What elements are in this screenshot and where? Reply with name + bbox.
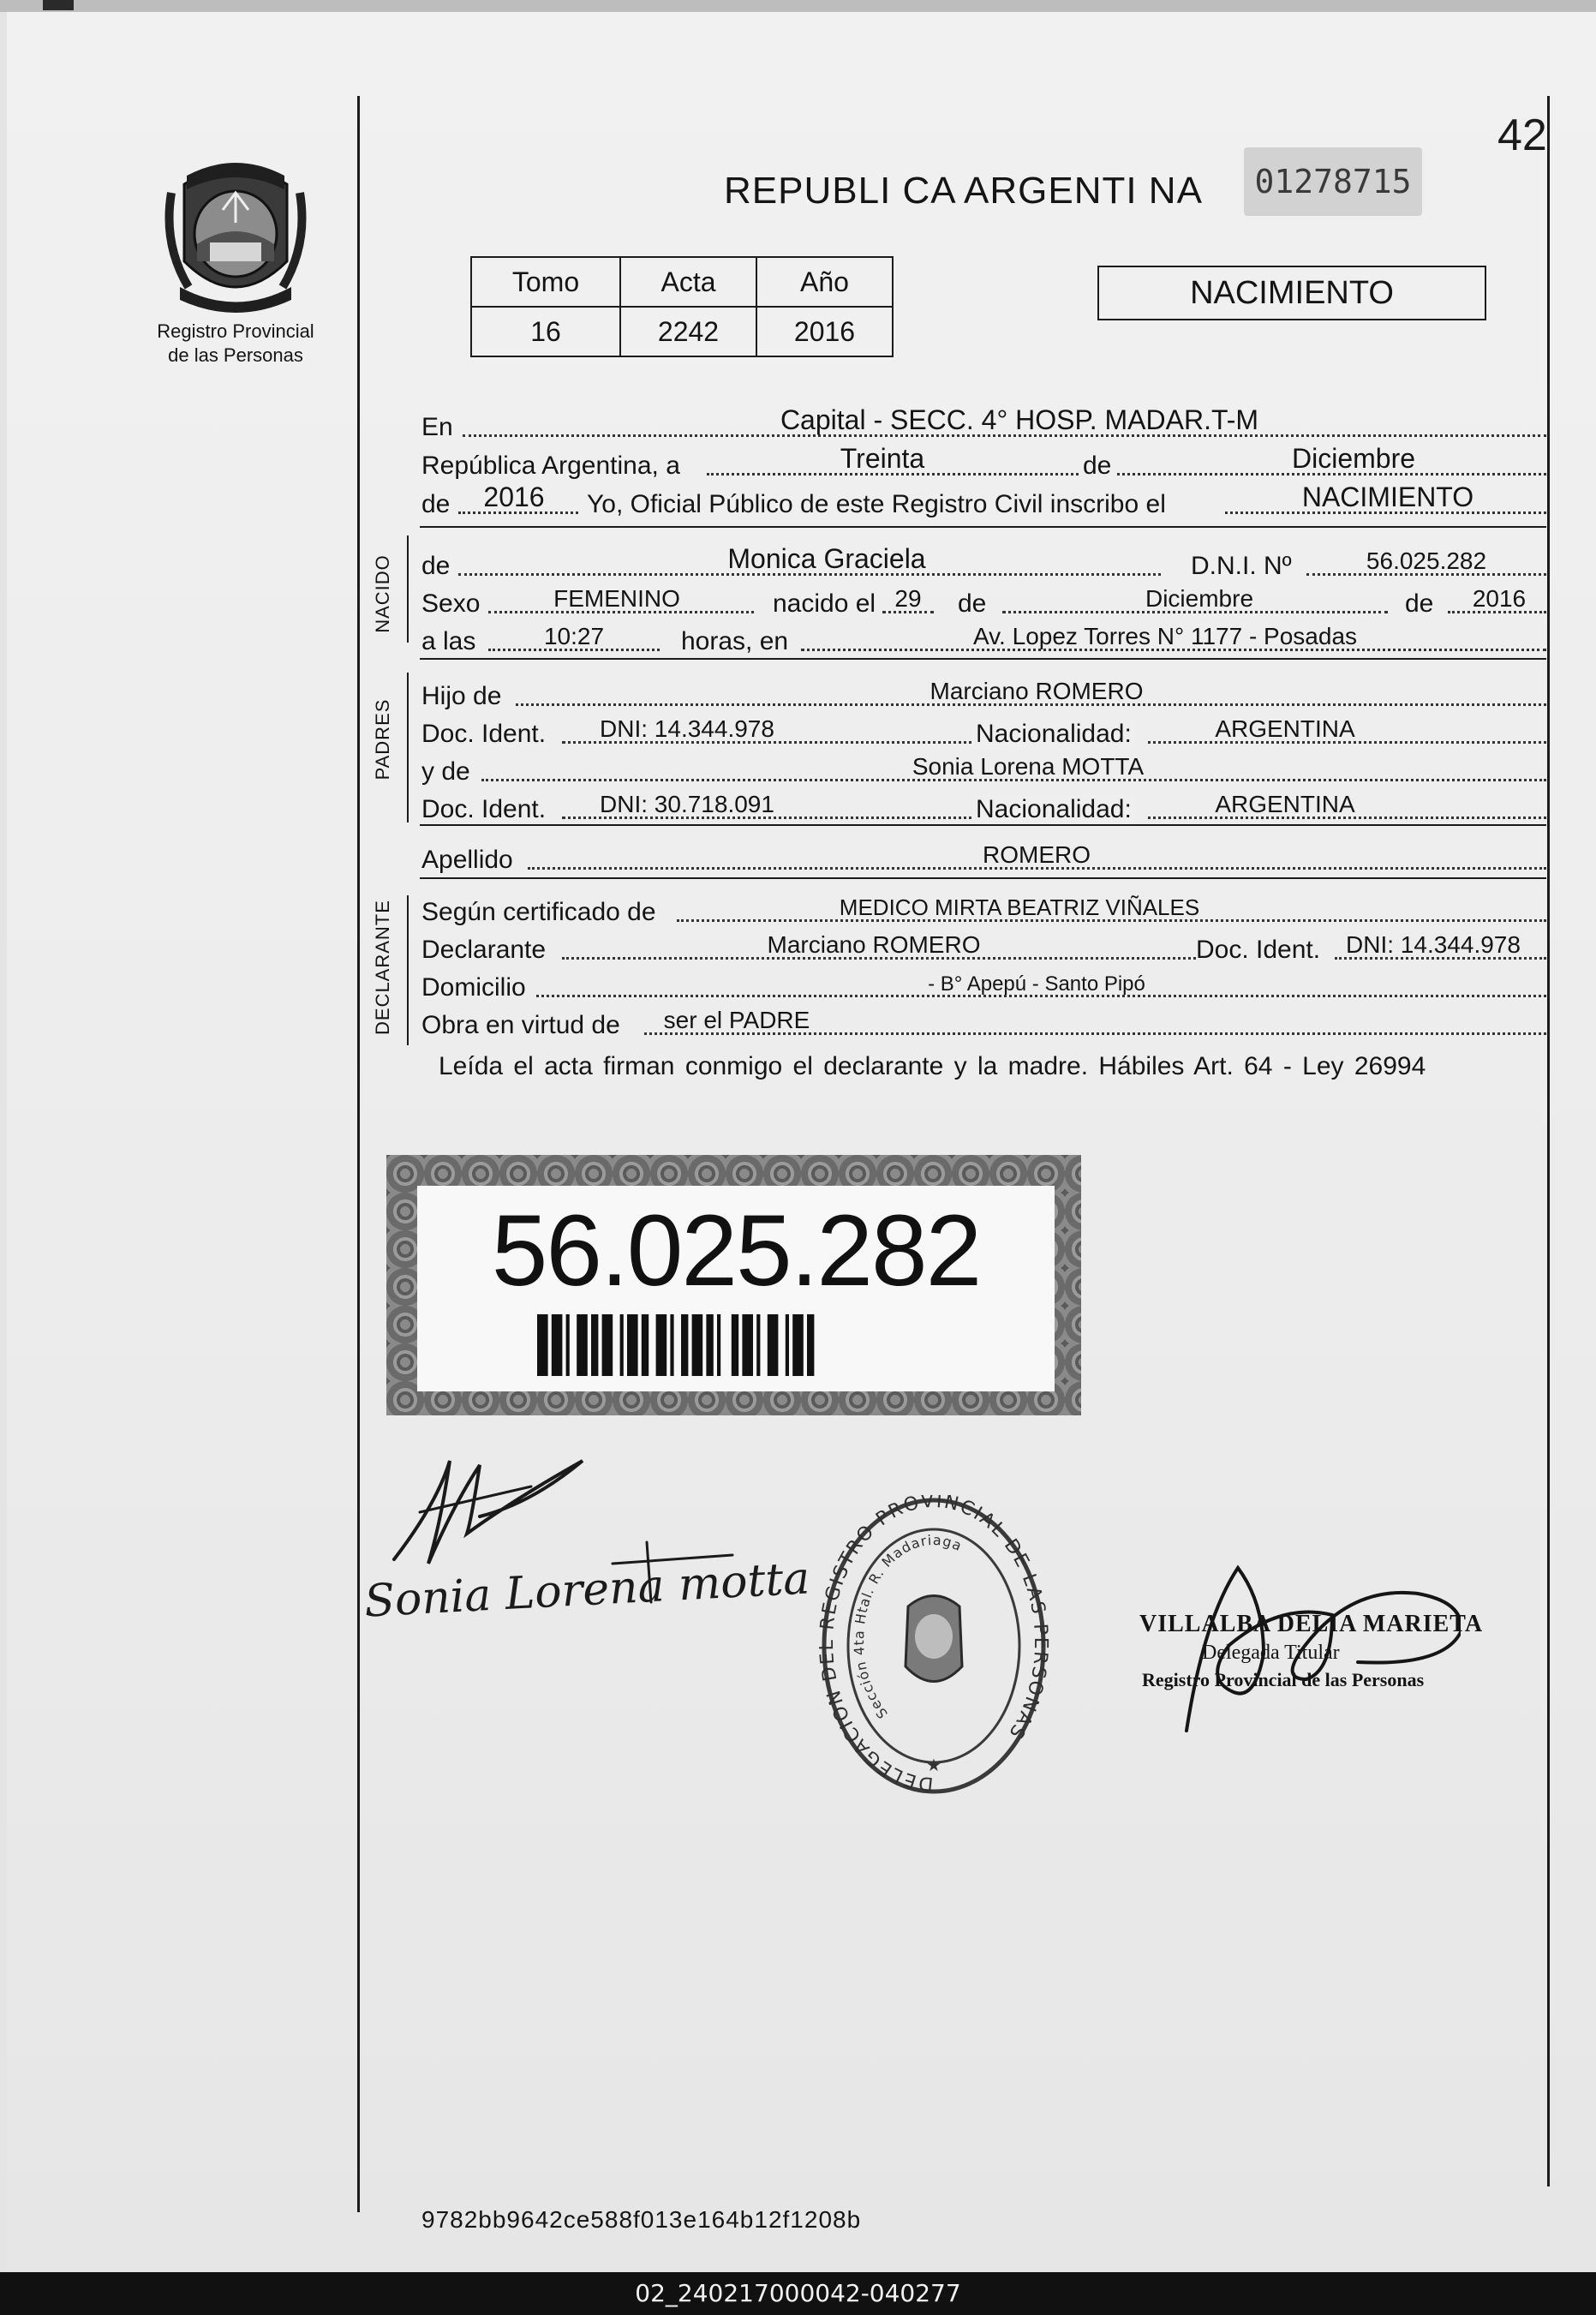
document-title: REPUBLI CA ARGENTI NA	[724, 170, 1203, 212]
scan-top-strip	[0, 0, 1596, 12]
nac-dia-value: 29	[894, 585, 922, 612]
registry-logo-caption	[129, 320, 343, 368]
field-row-sexo	[420, 579, 1546, 620]
table-value-anio: 2016	[756, 307, 893, 356]
field-row-fecha	[420, 441, 1546, 482]
certificado-label: Según certificado de	[421, 898, 656, 926]
table-header-tomo: Tomo	[471, 257, 620, 307]
field-row-declarante	[420, 925, 1546, 966]
dni-label: D.N.I. Nº	[1191, 552, 1292, 580]
en-label: En	[421, 413, 453, 441]
nacido-de-label: de	[421, 552, 451, 580]
page-number: 42	[1497, 111, 1547, 160]
madre-signature-text: Sonia Lorena motta	[362, 1552, 811, 1628]
nombre-value: Monica Graciela	[727, 543, 926, 574]
scan-mark	[43, 0, 74, 10]
official-signature	[1135, 1551, 1461, 1739]
field-row-en	[420, 403, 1546, 444]
nacido-el-label: nacido el	[773, 589, 876, 618]
field-row-obra	[420, 1001, 1546, 1042]
official-role: Delegada Titular	[1202, 1642, 1340, 1664]
registry-oval-seal	[818, 1495, 1049, 1797]
seal-outer-text: DELEGACION DEL REGISTRO PROVINCIAL DE LAS PERSONAS	[818, 1495, 1049, 1795]
padre-doc-value: DNI: 14.344.978	[600, 715, 774, 742]
table-value-tomo: 16	[471, 307, 620, 356]
field-row-oficial	[420, 480, 1546, 521]
nac-anio-value: 2016	[1472, 585, 1527, 612]
section-label-padres: PADRES	[372, 698, 393, 781]
domicilio-value: - B° Apepú - Santo Pipó	[928, 972, 1145, 996]
mes-value: Diciembre	[1291, 443, 1416, 474]
anio-value: 2016	[483, 482, 545, 512]
closing-statement: Leída el acta firman conmigo el declarante y la madre. Hábiles Art. 64 - Ley 26994	[439, 1052, 1426, 1080]
padres-bracket	[407, 673, 409, 823]
nacionalidad-label: Nacionalidad:	[972, 720, 1135, 749]
en-value: Capital - SECC. 4° HOSP. MADAR.T-M	[780, 404, 1259, 435]
obra-label: Obra en virtud de	[421, 1011, 620, 1039]
madre-nac-value: ARGENTINA	[1215, 791, 1355, 817]
decl-doc-label: Doc. Ident.	[1196, 936, 1321, 964]
svg-text:★: ★	[926, 1756, 941, 1775]
inscribe-value: NACIMIENTO	[1301, 482, 1474, 512]
province-coat-of-arms-logo	[163, 159, 308, 313]
republica-label: República Argentina, a	[421, 452, 680, 480]
field-row-padre-doc	[420, 709, 1546, 751]
barcode	[534, 1314, 945, 1376]
doc-ident-label: Doc. Ident.	[421, 795, 547, 823]
a-las-label: a las	[421, 627, 476, 655]
nac-de1-label: de	[958, 589, 987, 618]
padre-value: Marciano ROMERO	[930, 678, 1144, 704]
nacido-bracket	[407, 535, 409, 643]
acta-type-box: NACIMIENTO	[1097, 266, 1486, 320]
nacionalidad-label: Nacionalidad:	[972, 795, 1135, 824]
dni-sticker-panel	[417, 1186, 1055, 1391]
certificado-value: MEDICO MIRTA BEATRIZ VIÑALES	[839, 894, 1200, 920]
seal-emblem	[906, 1596, 962, 1682]
madre-value: Sonia Lorena MOTTA	[912, 753, 1145, 780]
field-row-apellido	[420, 835, 1546, 876]
divider-line	[420, 526, 1546, 528]
domicilio-label: Domicilio	[421, 973, 526, 1002]
field-row-madre-doc	[420, 785, 1546, 826]
field-row-hora	[420, 617, 1546, 658]
nac-mes-value: Diciembre	[1145, 585, 1254, 612]
declarante-bracket	[407, 895, 409, 1045]
sexo-value: FEMENINO	[553, 585, 680, 612]
field-row-domicilio	[420, 963, 1546, 1004]
table-header-acta: Acta	[620, 257, 756, 307]
dia-value: Treinta	[840, 443, 925, 474]
apellido-value: ROMERO	[983, 841, 1091, 868]
divider-line	[420, 877, 1546, 879]
seal-inner-text: Sección 4ta Htal. R. Madariaga	[850, 1531, 965, 1722]
nac-de2-label: de	[1405, 589, 1434, 618]
serial-number-stamp: 01278715	[1244, 147, 1422, 216]
padre-nac-value: ARGENTINA	[1215, 715, 1355, 742]
sexo-label: Sexo	[421, 589, 481, 618]
obra-value: ser el PADRE	[663, 1007, 810, 1033]
official-organization: Registro Provincial de las Personas	[1142, 1669, 1425, 1690]
hijo-de-label: Hijo de	[421, 682, 502, 710]
logo-caption-line1: Registro Provincial	[157, 320, 314, 342]
field-row-padre	[420, 672, 1546, 713]
field-row-madre	[420, 747, 1546, 788]
horas-en-label: horas, en	[681, 627, 789, 655]
document-hash: 9782bb9642ce588f013e164b12f1208b	[421, 2206, 862, 2233]
file-reference-bar: 02_240217000042-040277	[0, 2272, 1596, 2315]
table-header-anio: Año	[756, 257, 893, 307]
y-de-label: y de	[421, 757, 470, 786]
declarante-value: Marciano ROMERO	[767, 931, 981, 958]
section-label-nacido: NACIDO	[372, 554, 393, 633]
madre-doc-value: DNI: 30.718.091	[600, 791, 774, 817]
doc-ident-label: Doc. Ident.	[421, 720, 547, 748]
official-name: VILLALBA DELIA MARIETA	[1139, 1611, 1484, 1637]
left-margin-line	[357, 96, 360, 2212]
divider-line	[420, 658, 1546, 660]
right-margin-line	[1547, 96, 1550, 2186]
table-value-acta: 2242	[620, 307, 756, 356]
apellido-label: Apellido	[421, 846, 513, 874]
hora-value: 10:27	[543, 623, 605, 649]
oficial-text: Yo, Oficial Público de este Registro Civil inscribo el	[587, 490, 1166, 518]
official-stamp-signature	[1135, 1551, 1484, 1739]
tomo-acta-anio-table	[470, 256, 894, 357]
field-row-nombre	[420, 541, 1546, 583]
dni-sticker-number: 56.025.282	[491, 1194, 981, 1307]
dni-number-sticker	[386, 1155, 1081, 1415]
declarante-label: Declarante	[421, 936, 547, 964]
decl-doc-value: DNI: 14.344.978	[1346, 931, 1521, 958]
madre-signature	[362, 1534, 811, 1654]
dni-value: 56.025.282	[1366, 547, 1487, 574]
logo-caption-line2: de las Personas	[168, 344, 303, 366]
section-label-declarante: DECLARANTE	[372, 900, 393, 1035]
de-label: de	[1079, 452, 1115, 481]
anio-label: de	[421, 490, 451, 518]
field-row-certificado	[420, 888, 1546, 929]
divider-line	[420, 824, 1546, 826]
lugar-value: Av. Lopez Torres N° 1177 - Posadas	[972, 623, 1358, 649]
